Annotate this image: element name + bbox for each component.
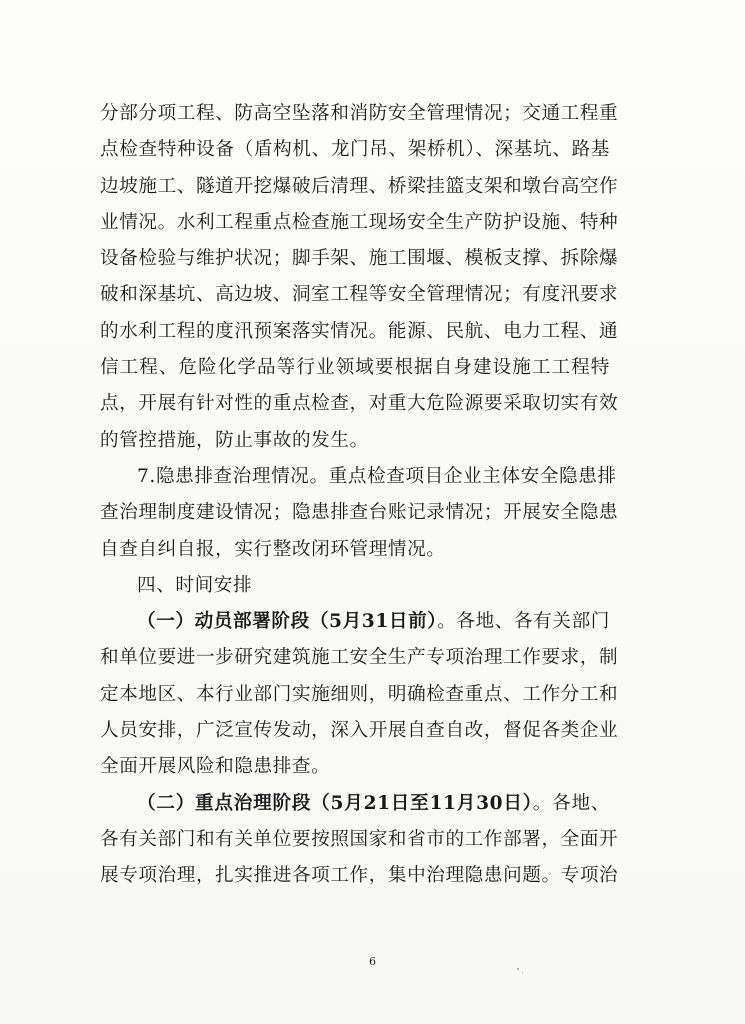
text-line: 查治理制度建设情况；隐患排查台账记录情况；开展安全隐患 bbox=[100, 502, 619, 524]
section-heading: 四、时间安排 bbox=[137, 574, 253, 596]
text-line: 人员安排，广泛宣传发动，深入开展自查自改，督促各类企业 bbox=[100, 720, 619, 742]
text-line: 各有关部门和有关单位要按照国家和省市的工作部署，全面开 bbox=[100, 828, 619, 850]
text-line: 展专项治理，扎实推进各项工作，集中治理隐患问题。专项治 bbox=[100, 865, 619, 887]
subsection-mobilization bbox=[100, 604, 610, 640]
paragraph-item-7: 7.隐患排查治理情况。重点检查项目企业主体安全隐患排 bbox=[137, 465, 617, 487]
subsection-key-governance bbox=[100, 786, 610, 822]
text-line: 点检查特种设备（盾构机、龙门吊、架桥机）、深基坑、路基 bbox=[100, 139, 610, 161]
text-line: 的水利工程的度汛预案落实情况。能源、民航、电力工程、通 bbox=[100, 320, 619, 342]
page-number: 6 bbox=[369, 955, 376, 968]
subsection-text: 。各地、 bbox=[532, 792, 610, 814]
subsection-text: 。各地、各有关部门 bbox=[437, 611, 610, 633]
scan-speck bbox=[522, 972, 523, 973]
text-line: 分部分项工程、防高空坠落和消防安全管理情况；交通工程重 bbox=[100, 103, 619, 124]
text-line: 自查自纠自报，实行整改闭环管理情况。 bbox=[100, 538, 446, 560]
text-line: 边坡施工、隧道开挖爆破后清理、桥梁挂篮支架和墩台高空作 bbox=[100, 175, 619, 197]
text-line: 点，开展有针对性的重点检查，对重大危险源要采取切实有效 bbox=[100, 393, 619, 415]
scan-speck bbox=[517, 968, 519, 970]
text-line: 和单位要进一步研究建筑施工安全生产专项治理工作要求，制 bbox=[100, 647, 619, 669]
subsection-title: （二）重点治理阶段（5月21日至11月30日） bbox=[137, 792, 533, 814]
subsection-title: （一）动员部署阶段（5月31日前） bbox=[137, 611, 438, 633]
body-text bbox=[100, 96, 619, 895]
text-line: 定本地区、本行业部门实施细则，明确检查重点、工作分工和 bbox=[100, 683, 619, 705]
text-line: 全面开展风险和隐患排查。 bbox=[100, 756, 331, 778]
text-line: 信工程、危险化学品等行业领域要根据自身建设施工工程特 bbox=[100, 357, 610, 379]
text-line: 业情况。水利工程重点检查施工现场安全生产防护设施、特种 bbox=[100, 211, 619, 233]
text-line: 破和深基坑、高边坡、洞室工程等安全管理情况；有度汛要求 bbox=[100, 284, 619, 306]
text-line: 的管控措施，防止事故的发生。 bbox=[100, 429, 369, 451]
text-line: 设备检验与维护状况；脚手架、施工围堰、模板支撑、拆除爆 bbox=[100, 248, 619, 270]
